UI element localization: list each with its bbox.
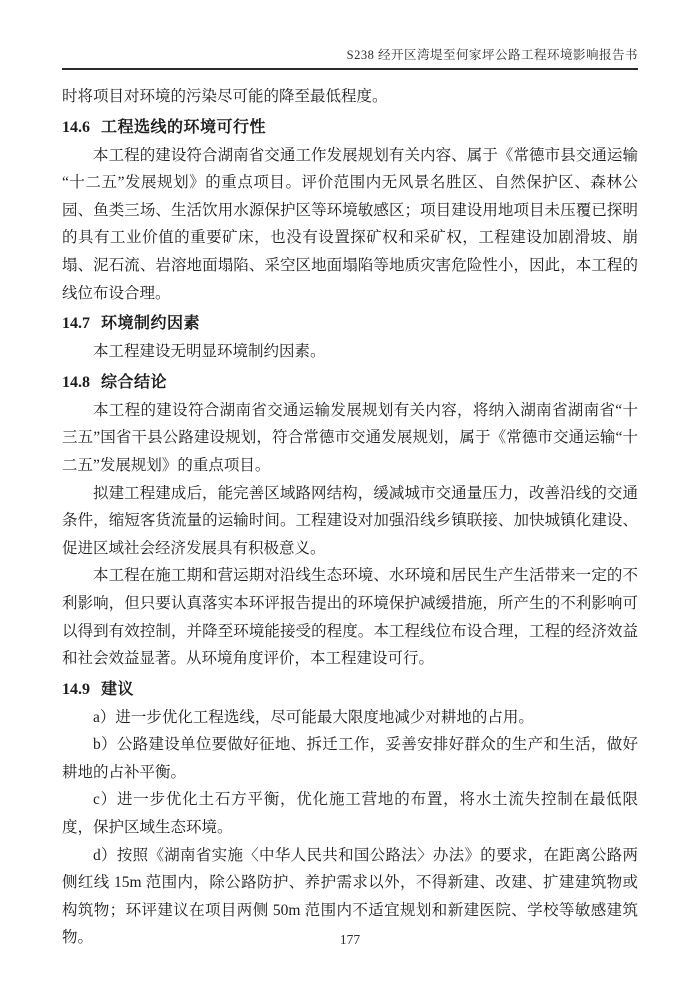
- section-heading: [62, 310, 638, 338]
- section-heading: [62, 114, 638, 142]
- section-title: 工程选线的环境可行性: [101, 118, 267, 136]
- section-number: 14.6: [62, 118, 90, 136]
- document-body: [62, 70, 638, 952]
- section-heading: [62, 676, 638, 704]
- paragraph: 本工程在施工期和营运期对沿线生态环境、水环境和居民生产生活带来一定的不利影响，但只要认真落实本环评报告提出的环境保护减缓措施，所产生的不利影响可以得到有效控制，并降至环境能接受的程度。本工程线位布设合理，工程的经济效益和社会效益显著。从环境角度评价，本工程建设可行。: [62, 567, 638, 668]
- section-14-7: [62, 310, 638, 366]
- document-header-title: S238 经开区湾堤至何家坪公路工程环境影响报告书: [346, 48, 638, 62]
- section-number: 14.9: [62, 680, 90, 698]
- section-14-8: [62, 369, 638, 673]
- document-header: [62, 0, 638, 70]
- section-heading: [62, 369, 638, 397]
- paragraph: 拟建工程建成后，能完善区域路网结构，缓减城市交通量压力，改善沿线的交通条件，缩短客货流量的运输时间。工程建设对加强沿线乡镇联接、加快城镇化建设、促进区域社会经济发展具有积极意义。: [62, 484, 638, 557]
- section-number: 14.7: [62, 315, 90, 333]
- section-14-9: [62, 676, 638, 952]
- section-title: 环境制约因素: [101, 315, 201, 333]
- section-number: 14.8: [62, 373, 90, 391]
- suggestion-item-a: a）进一步优化工程选线，尽可能最大限度地减少对耕地的占用。: [93, 708, 534, 726]
- suggestion-item-b: b）公路建设单位要做好征地、拆迁工作，妥善安排好群众的生产和生活，做好耕地的占补平衡。: [62, 736, 638, 781]
- continuation-paragraph: 时将项目对环境的污染尽可能的降至最低程度。: [62, 88, 388, 105]
- paragraph: 本工程的建设符合湖南省交通运输发展规划有关内容，将纳入湖南省湖南省“十三五”国省干县公路建设规划，符合常德市交通发展规划，属于《常德市交通运输“十二五”发展规划》的重点项目。: [62, 401, 638, 474]
- suggestion-item-d: d）按照《湖南省实施〈中华人民共和国公路法〉办法》的要求，在距离公路两侧红线 15m 范围内，除公路防护、养护需求以外，不得新建、改建、扩建建筑物或构筑物；环评建议在项目两侧 50m 范围内不适宜规划和新建医院、学校等敏感建筑物。: [62, 846, 638, 947]
- section-14-6: [62, 114, 638, 308]
- section-title: 建议: [101, 680, 135, 698]
- page-number: 177: [339, 932, 361, 947]
- suggestion-item-c: c）进一步优化土石方平衡，优化施工营地的布置，将水土流失控制在最低限度，保护区域生态环境。: [62, 791, 638, 837]
- page-footer: [0, 932, 700, 948]
- paragraph: 本工程建设无明显环境制约因素。: [93, 343, 326, 361]
- section-title: 综合结论: [101, 373, 168, 391]
- paragraph: 本工程的建设符合湖南省交通工作发展规划有关内容、属于《常德市县交通运输“十二五”发展规划》的重点项目。评价范围内无风景名胜区、自然保护区、森林公园、鱼类三场、生活饮用水源保护区等环境敏感区；项目建设用地项目未压覆已探明的具有工业价值的重要矿床，也没有设置探矿权和采矿权，工程建设加剧滑坡、崩塌、泥石流、岩溶地面塌陷、采空区地面塌陷等地质灾害危险性小，因此，本工程的线位布设合理。: [62, 146, 638, 302]
